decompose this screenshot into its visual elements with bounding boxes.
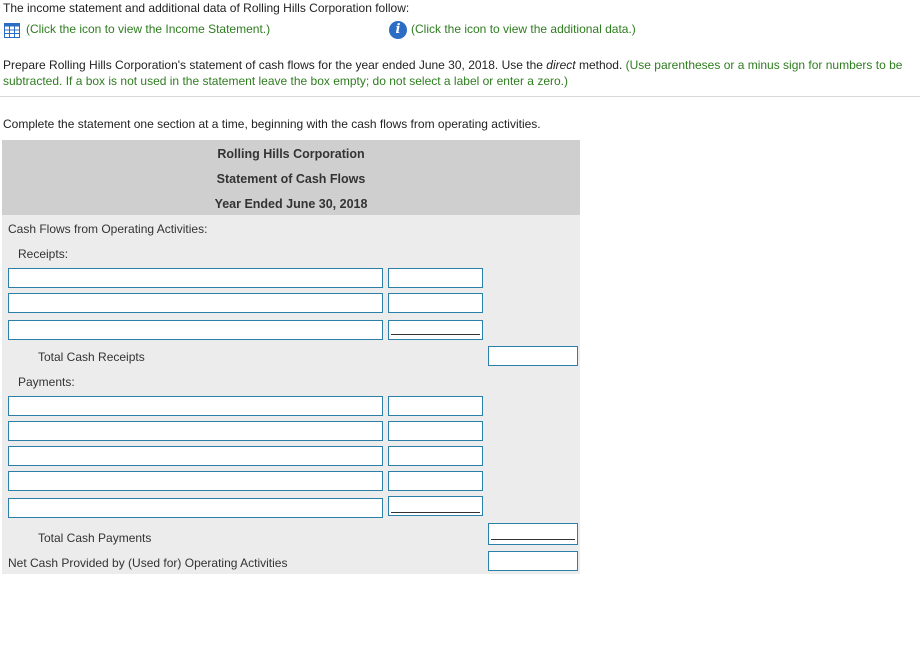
total-payments-input[interactable]: [488, 523, 578, 545]
subtotal-underline: [391, 334, 480, 335]
total-receipts-label: Total Cash Receipts: [38, 350, 145, 364]
company-name: Rolling Hills Corporation: [217, 147, 365, 161]
payment-label-input-3[interactable]: [8, 446, 383, 466]
receipt-label-input-2[interactable]: [8, 293, 383, 313]
payment-amount-input-1[interactable]: [388, 396, 483, 416]
payment-amount-input-5[interactable]: [388, 496, 483, 516]
instructions-emphasis: direct: [546, 58, 576, 72]
payment-label-input-4[interactable]: [8, 471, 383, 491]
statement-title: Statement of Cash Flows: [216, 172, 366, 186]
income-statement-link[interactable]: (Click the icon to view the Income Statement.): [26, 22, 271, 36]
receipt-amount-input-1[interactable]: [388, 268, 483, 288]
statement-header: [2, 140, 580, 215]
intro-text: The income statement and additional data of Rolling Hills Corporation follow:: [3, 1, 410, 15]
complete-instruction: Complete the statement one section at a time, beginning with the cash flows from operating activities.: [3, 117, 541, 131]
payments-label: Payments:: [18, 375, 75, 389]
total-underline: [491, 539, 575, 540]
instructions-text-2: method.: [575, 58, 626, 72]
receipt-label-input-1[interactable]: [8, 268, 383, 288]
total-receipts-input[interactable]: [488, 346, 578, 366]
payment-label-input-1[interactable]: [8, 396, 383, 416]
payment-amount-input-4[interactable]: [388, 471, 483, 491]
payment-amount-input-2[interactable]: [388, 421, 483, 441]
payment-label-input-2[interactable]: [8, 421, 383, 441]
statement-period: Year Ended June 30, 2018: [214, 197, 368, 211]
subtotal-underline: [391, 512, 480, 513]
instructions-text: Prepare Rolling Hills Corporation's statement of cash flows for the year ended June 30, 2018. Use the: [3, 58, 547, 72]
total-payments-label: Total Cash Payments: [38, 531, 152, 545]
instructions-note: (Use parentheses or a minus sign for numbers to be subtracted. If a box is not used in the statement leave the box empty; do not select a label or enter a zero.): [3, 58, 903, 88]
receipt-amount-input-3[interactable]: [388, 320, 483, 340]
receipt-label-input-3[interactable]: [8, 320, 383, 340]
net-cash-label: Net Cash Provided by (Used for) Operating Activities: [8, 556, 288, 570]
receipt-amount-input-2[interactable]: [388, 293, 483, 313]
net-cash-input[interactable]: [488, 551, 578, 571]
info-icon[interactable]: i: [389, 21, 407, 39]
operating-activities-header: Cash Flows from Operating Activities:: [8, 222, 208, 236]
payment-amount-input-3[interactable]: [388, 446, 483, 466]
grid-table-icon[interactable]: [4, 23, 20, 38]
divider: [0, 96, 920, 97]
additional-data-link[interactable]: (Click the icon to view the additional data.): [411, 22, 636, 36]
instructions: [3, 57, 903, 89]
payment-label-input-5[interactable]: [8, 498, 383, 518]
receipts-label: Receipts:: [18, 247, 69, 261]
